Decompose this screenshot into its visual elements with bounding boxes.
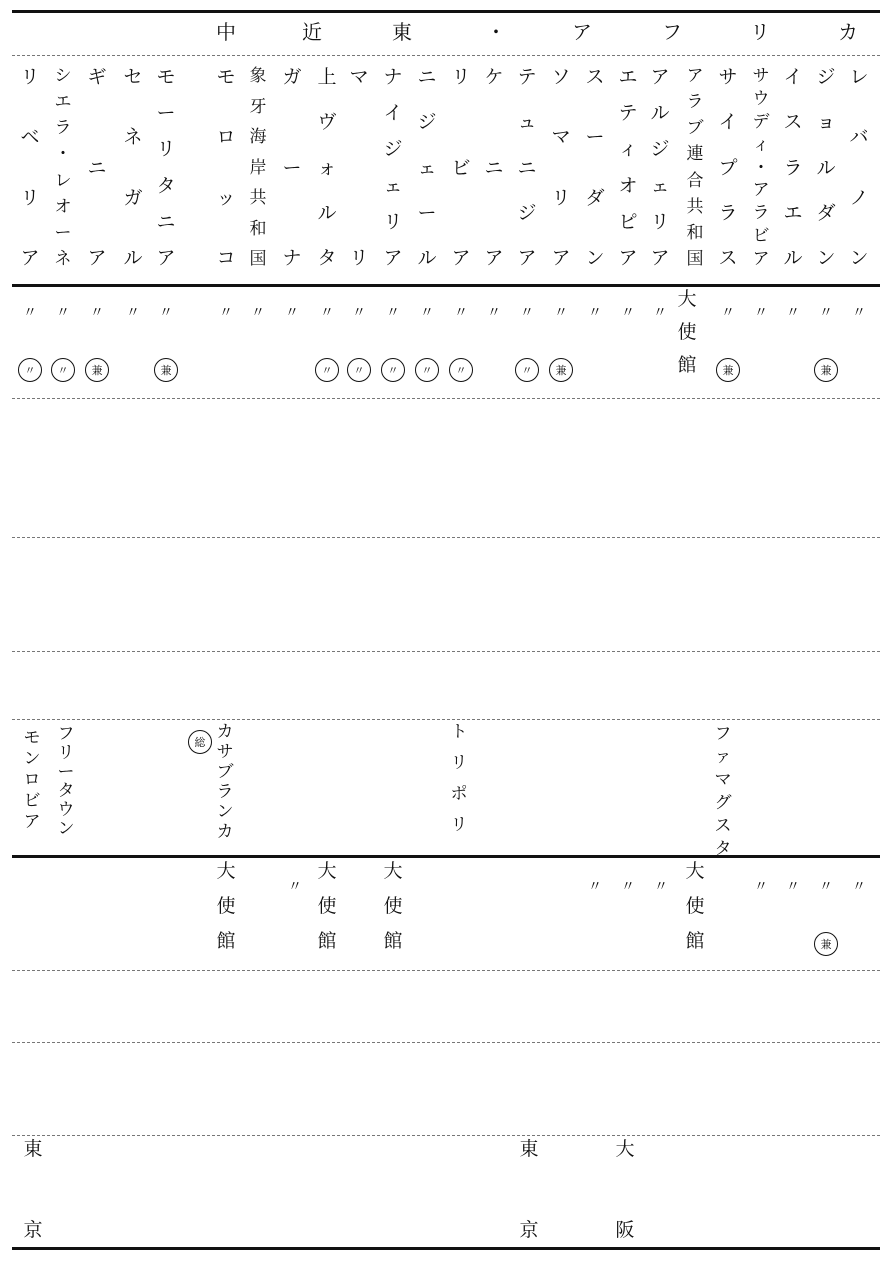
consulate-bottom-rule xyxy=(12,855,880,858)
country-name: サ ウ デ ィ ・ ア ラ ビ ア xyxy=(752,66,770,269)
row5-divider xyxy=(12,970,880,971)
names-bottom-rule xyxy=(12,284,880,287)
ditto-mark: 〃 xyxy=(721,305,735,321)
ditto-mark: 〃 xyxy=(520,305,534,321)
row1-embassy-label: 大 使 館 xyxy=(677,288,697,376)
row2-divider xyxy=(12,537,880,538)
ditto-badge: 〃 xyxy=(315,358,339,382)
country-name: ギ ニ ア xyxy=(87,66,107,269)
embassy-label: 大 使 館 xyxy=(383,860,403,952)
ditto-mark: 〃 xyxy=(219,305,233,321)
row6-divider xyxy=(12,1042,880,1043)
ditto-mark: 〃 xyxy=(420,305,434,321)
country-name: イ ス ラ エ ル xyxy=(783,66,803,269)
country-name: レ バ ノ ン xyxy=(849,66,869,269)
row3-divider xyxy=(12,651,880,652)
embassy-label: 大 使 館 xyxy=(216,860,236,952)
ditto-mark: 〃 xyxy=(819,879,833,895)
country-name: ケ ニ ア xyxy=(484,66,504,269)
ditto-badge: 〃 xyxy=(415,358,439,382)
consulate-freetown: フ リ ー タ ウ ン xyxy=(57,724,75,839)
ditto-mark: 〃 xyxy=(386,305,400,321)
country-name: ソ マ リ ア xyxy=(551,66,571,269)
ditto-mark: 〃 xyxy=(754,305,768,321)
ditto-badge: 〃 xyxy=(347,358,371,382)
country-name: モ ー リ タ ニ ア xyxy=(156,66,176,269)
ditto-mark: 〃 xyxy=(852,305,866,321)
country-name: ガ ー ナ xyxy=(282,66,302,269)
country-name: サ イ プ ラ ス xyxy=(718,66,738,269)
ditto-mark: 〃 xyxy=(786,879,800,895)
country-name: ジ ョ ル ダ ン xyxy=(816,66,836,269)
region-title-char: ・ xyxy=(486,20,506,44)
concurrent-badge: 兼 xyxy=(154,358,178,382)
region-title-char: ア xyxy=(572,20,592,44)
footer-osaka: 大 阪 xyxy=(615,1138,635,1241)
region-title-char: フ xyxy=(662,20,682,44)
ditto-mark: 〃 xyxy=(554,305,568,321)
embassy-label: 大 使 館 xyxy=(685,860,705,952)
country-name: リ ベ リ ア xyxy=(20,66,40,269)
country-name: シ エ ラ ・ レ オ ー ネ xyxy=(54,66,72,269)
region-title-char: 近 xyxy=(302,20,322,44)
ditto-mark: 〃 xyxy=(786,305,800,321)
concurrent-badge: 兼 xyxy=(549,358,573,382)
ditto-mark: 〃 xyxy=(621,305,635,321)
ditto-mark: 〃 xyxy=(621,879,635,895)
ditto-mark: 〃 xyxy=(23,305,37,321)
ditto-badge: 〃 xyxy=(381,358,405,382)
row7-divider xyxy=(12,1135,880,1136)
ditto-mark: 〃 xyxy=(454,305,468,321)
ditto-mark: 〃 xyxy=(754,879,768,895)
country-name: ナ イ ジ ェ リ ア xyxy=(383,66,403,269)
country-name: 上 ヴ ォ ル タ xyxy=(317,66,337,269)
consulate-tripoli: ト リ ポ リ xyxy=(450,722,468,835)
concurrent-badge: 兼 xyxy=(716,358,740,382)
ditto-mark: 〃 xyxy=(56,305,70,321)
country-name: エ テ ィ オ ピ ア xyxy=(618,66,638,269)
consulate-general-badge: 総 xyxy=(188,730,212,754)
ditto-mark: 〃 xyxy=(487,305,501,321)
country-name: ニ ジ ェ ー ル xyxy=(417,66,437,269)
country-name: リ ビ ア xyxy=(451,66,471,269)
ditto-mark: 〃 xyxy=(126,305,140,321)
consulate-famagusta: フ ァ マ グ ス タ xyxy=(714,724,732,859)
country-name: モ ロ ッ コ xyxy=(216,66,236,269)
ditto-mark: 〃 xyxy=(654,879,668,895)
ditto-mark: 〃 xyxy=(852,879,866,895)
bottom-rule xyxy=(12,1247,880,1250)
ditto-badge: 〃 xyxy=(18,358,42,382)
ditto-mark: 〃 xyxy=(819,305,833,321)
ditto-badge: 〃 xyxy=(449,358,473,382)
country-name: マ リ xyxy=(349,66,369,269)
country-name: セ ネ ガ ル xyxy=(123,66,143,269)
embassy-label: 大 使 館 xyxy=(317,860,337,952)
footer-tokyo-2: 東 京 xyxy=(519,1138,539,1241)
concurrent-badge: 兼 xyxy=(814,358,838,382)
country-name: ス ー ダ ン xyxy=(585,66,605,269)
region-title-char: カ xyxy=(838,20,858,44)
ditto-mark: 〃 xyxy=(588,305,602,321)
ditto-mark: 〃 xyxy=(588,879,602,895)
country-name: ア ル ジ ェ リ ア xyxy=(650,66,670,269)
region-title-char: リ xyxy=(750,20,770,44)
ditto-badge: 〃 xyxy=(515,358,539,382)
country-name: ア ラ ブ 連 合 共 和 国 xyxy=(686,66,704,269)
row1-divider xyxy=(12,398,880,399)
ditto-mark: 〃 xyxy=(285,305,299,321)
row4-divider xyxy=(12,719,880,720)
ditto-mark: 〃 xyxy=(159,305,173,321)
footer-tokyo-1: 東 京 xyxy=(23,1138,43,1241)
ditto-mark: 〃 xyxy=(320,305,334,321)
country-name: 象 牙 海 岸 共 和 国 xyxy=(249,66,267,269)
ditto-mark: 〃 xyxy=(352,305,366,321)
header-divider xyxy=(12,55,880,56)
consulate-casablanca: カ サ ブ ラ ン カ xyxy=(216,722,234,842)
concurrent-badge: 兼 xyxy=(814,932,838,956)
top-rule xyxy=(12,10,880,13)
ditto-mark: 〃 xyxy=(288,879,302,895)
ditto-mark: 〃 xyxy=(90,305,104,321)
ditto-mark: 〃 xyxy=(251,305,265,321)
concurrent-badge: 兼 xyxy=(85,358,109,382)
region-title-char: 中 xyxy=(216,20,236,44)
consulate-monrovia: モ ン ロ ビ ア xyxy=(23,728,41,832)
country-name: テ ュ ニ ジ ア xyxy=(517,66,537,269)
ditto-mark: 〃 xyxy=(653,305,667,321)
ditto-badge: 〃 xyxy=(51,358,75,382)
region-title-char: 東 xyxy=(392,20,412,44)
